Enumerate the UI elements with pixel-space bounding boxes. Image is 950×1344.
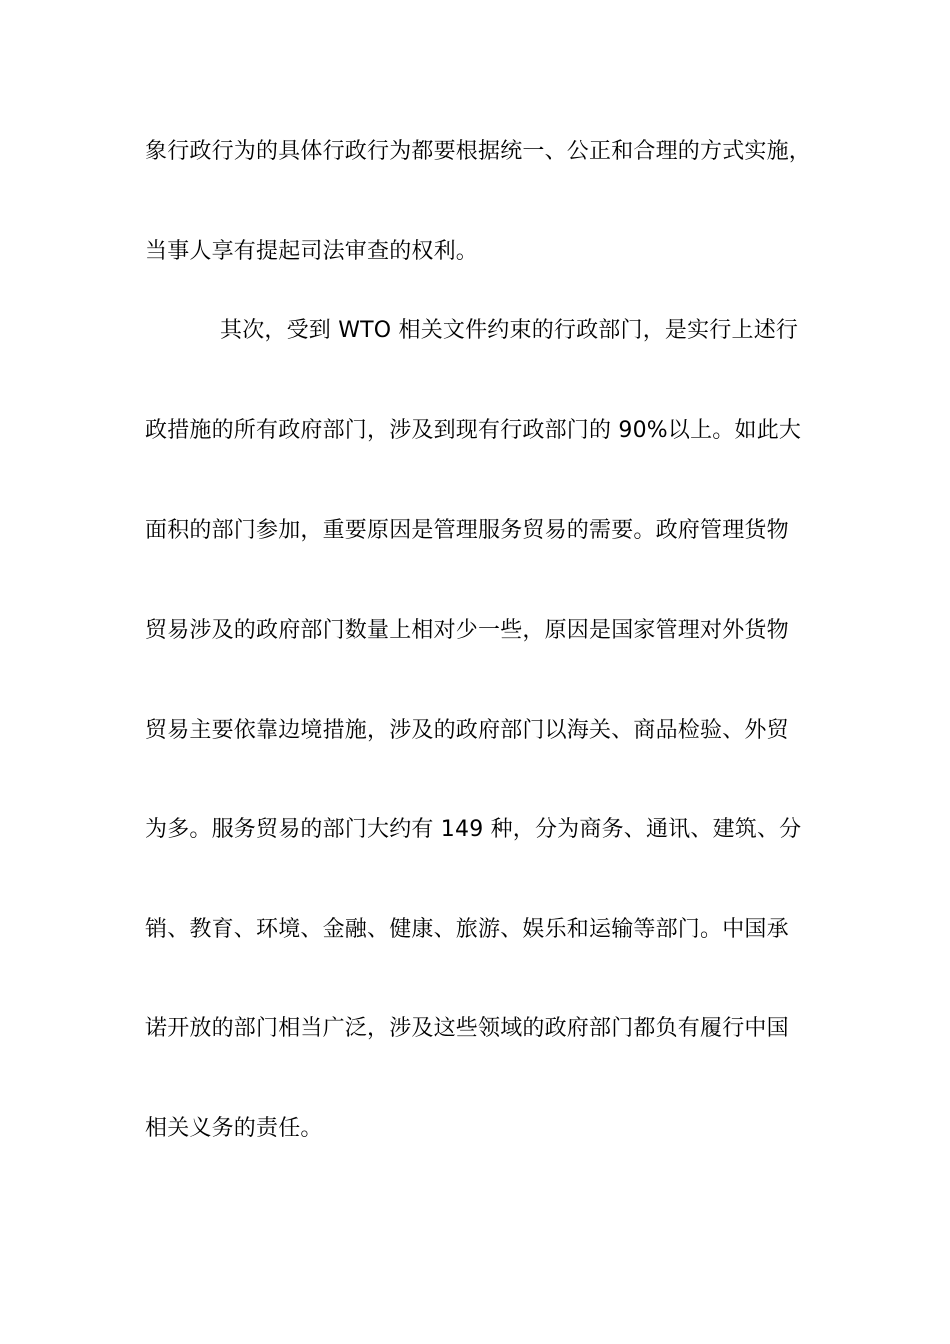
text-line: 诺开放的部门相当广泛，涉及这些领域的政府部门都负有履行中国 bbox=[145, 1016, 789, 1041]
text-line: 政措施的所有政府部门，涉及到现有行政部门的 90%以上。如此大 bbox=[145, 418, 802, 443]
text-line: 销、教育、环境、金融、健康、旅游、娱乐和运输等部门。中国承 bbox=[145, 917, 789, 942]
text-line: 面积的部门参加，重要原因是管理服务贸易的需要。政府管理货物 bbox=[145, 518, 789, 543]
text-line: 象行政行为的具体行政行为都要根据统一、公正和合理的方式实施， bbox=[145, 139, 812, 164]
text-line: 贸易主要依靠边境措施，涉及的政府部门以海关、商品检验、外贸 bbox=[145, 718, 789, 743]
text-line: 为多。服务贸易的部门大约有 149 种，分为商务、通讯、建筑、分 bbox=[145, 817, 802, 842]
text-line: 贸易涉及的政府部门数量上相对少一些，原因是国家管理对外货物 bbox=[145, 618, 789, 643]
text-line: 相关义务的责任。 bbox=[145, 1116, 323, 1141]
text-line: 当事人享有提起司法审查的权利。 bbox=[145, 239, 479, 264]
paragraph-start-line: 其次，受到 WTO 相关文件约束的行政部门，是实行上述行 bbox=[220, 318, 799, 343]
